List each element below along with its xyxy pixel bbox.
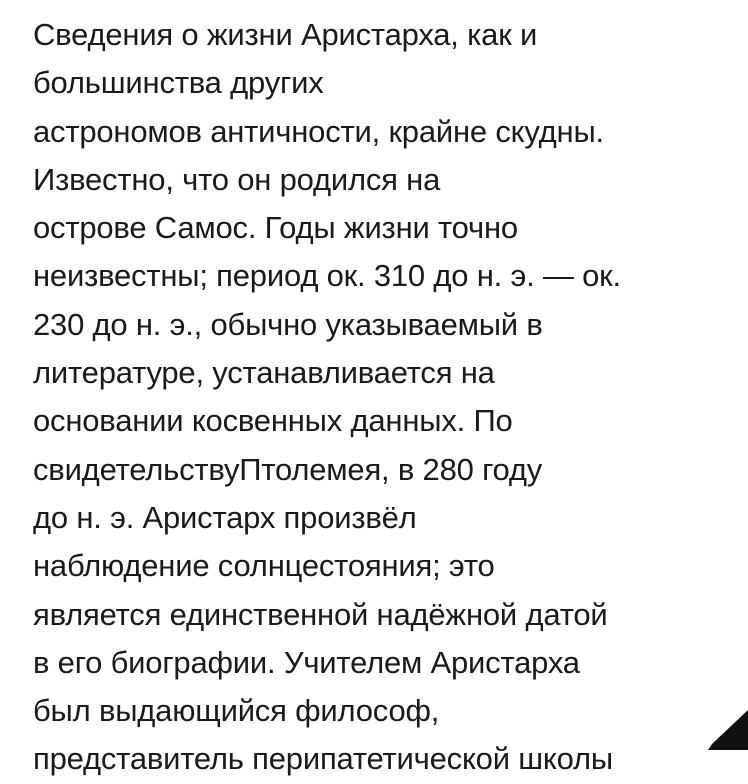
- article-text: [33, 11, 733, 784]
- text-line: основании косвенных данных. По: [33, 403, 513, 439]
- text-line: литературе, устанавливается на: [33, 355, 495, 391]
- text-line: наблюдение солнцестояния; это: [33, 548, 495, 584]
- text-line: острове Самос. Годы жизни точно: [33, 210, 518, 246]
- text-line: представитель перипатетической школы: [33, 741, 613, 777]
- text-line: свидетельствуПтолемея, в 280 году: [33, 451, 543, 487]
- text-line: Сведения о жизни Аристарха, как и: [33, 17, 538, 52]
- text-line: до н. э. Аристарх произвёл: [33, 499, 417, 535]
- page-corner-icon: [708, 710, 748, 750]
- text-line: неизвестны; период ок. 310 до н. э. — ок.: [33, 258, 621, 294]
- text-line: большинства других: [33, 65, 324, 101]
- text-line: в его биографии. Учителем Аристарха: [33, 644, 580, 680]
- text-line: является единственной надёжной датой: [33, 596, 608, 632]
- text-line: Известно, что он родился на: [33, 161, 441, 197]
- text-line: 230 до н. э., обычно указываемый в: [33, 306, 543, 342]
- text-line: был выдающийся философ,: [33, 693, 440, 729]
- text-line: астрономов античности, крайне скудны.: [33, 113, 604, 149]
